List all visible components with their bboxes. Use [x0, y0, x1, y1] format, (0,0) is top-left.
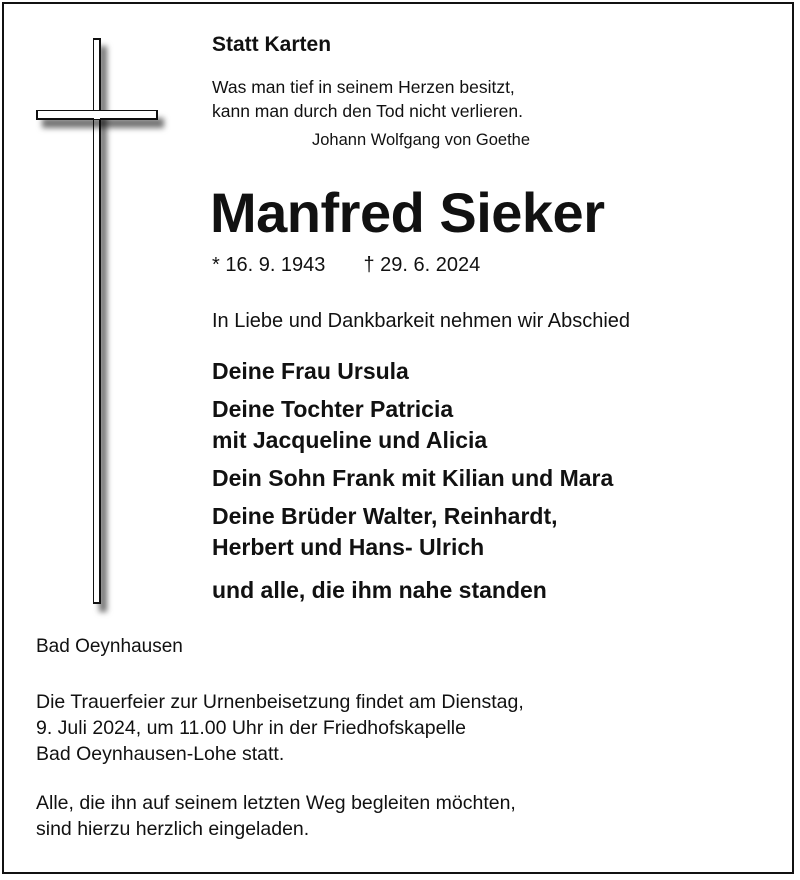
birth-date: * 16. 9. 1943	[212, 254, 326, 276]
cross-junction	[94, 111, 100, 119]
family-wife: Deine Frau Ursula	[212, 358, 409, 384]
farewell-intro: In Liebe und Dankbarkeit nehmen wir Abschied	[212, 310, 631, 332]
invitation-paragraph	[36, 790, 516, 842]
deceased-name: Manfred Sieker	[210, 181, 605, 244]
invitation-line: sind hierzu herzlich eingeladen.	[36, 818, 310, 840]
family-others: und alle, die ihm nahe standen	[212, 577, 547, 603]
invitation-line: Alle, die ihn auf seinem letzten Weg begleiten möchten,	[36, 792, 516, 814]
quote	[212, 75, 523, 123]
quote-line: Was man tief in seinem Herzen besitzt,	[212, 77, 515, 97]
ceremony-line: Die Trauerfeier zur Urnenbeisetzung findet am Dienstag,	[36, 691, 524, 713]
family-son: Dein Sohn Frank mit Kilian und Mara	[212, 465, 614, 491]
cross-icon	[93, 38, 101, 604]
life-dates	[212, 254, 480, 277]
quote-author: Johann Wolfgang von Goethe	[312, 131, 531, 149]
family-line: Herbert und Hans- Ulrich	[212, 534, 485, 560]
family-brothers	[212, 501, 558, 563]
family-line: mit Jacqueline und Alicia	[212, 427, 488, 453]
ceremony-paragraph	[36, 689, 524, 767]
death-date: † 29. 6. 2024	[363, 254, 481, 276]
statt-karten-heading: Statt Karten	[212, 33, 332, 56]
family-daughter	[212, 394, 487, 456]
ceremony-line: 9. Juli 2024, um 11.00 Uhr in der Friedhofskapelle	[36, 717, 466, 739]
family-line: Deine Tochter Patricia	[212, 396, 454, 422]
place: Bad Oeynhausen	[36, 636, 183, 657]
family-line: Deine Brüder Walter, Reinhardt,	[212, 503, 558, 529]
quote-line: kann man durch den Tod nicht verlieren.	[212, 101, 523, 121]
ceremony-line: Bad Oeynhausen-Lohe statt.	[36, 743, 285, 765]
